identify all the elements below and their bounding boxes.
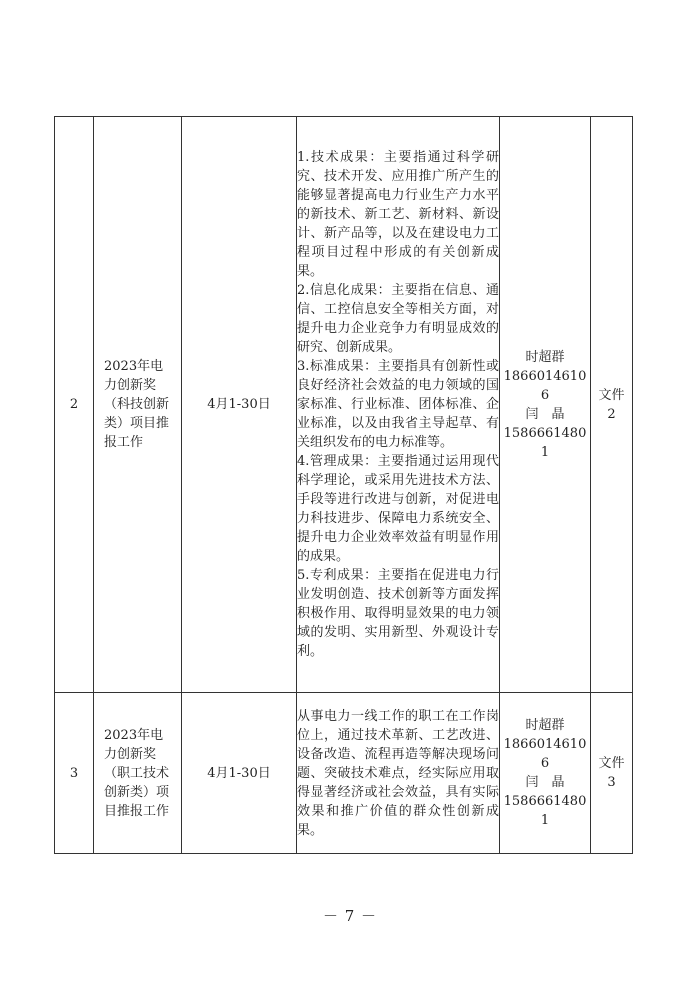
description-paragraph: 5.专利成果：主要指在促进电力行业发明创造、技术创新等方面发挥积极作用、取得明显效果的电力领域的发明、实用新型、外观设计专利。 [297,568,499,659]
contact-name: 闫 晶 [525,775,565,790]
file-cell [591,117,633,693]
contact-name: 时超群 [525,349,565,365]
work-plan-table [54,116,633,854]
file-number: 2 [607,406,616,422]
file-label: 文件 [598,387,625,403]
description-cell [297,117,500,693]
file-label: 文件 [598,756,625,771]
contact-phone: 18660146106 [503,368,587,403]
description-paragraph: 2.信息化成果：主要指在信息、通信、工控信息安全等相关方面，对提升电力企业竞争力有明显成效的研究、创新成果。 [297,283,499,355]
file-number: 3 [607,775,616,790]
contact-name: 闫 晶 [525,406,565,422]
project-name-cell [94,693,182,854]
row-number: 2 [55,117,94,693]
row-number: 3 [55,693,94,854]
contact-phone: 15866614801 [503,425,587,460]
contact-cell [500,117,591,693]
time-cell: 4月1-30日 [182,693,297,854]
table-row [55,117,633,693]
file-cell [591,693,633,854]
page-number: － 7 － [322,907,378,925]
description-paragraph: 1.技术成果：主要指通过科学研究、技术开发、应用推广所产生的能够显著提高电力行业生产力水平的新技术、新工艺、新材料、新设计、新产品等，以及在建设电力工程项目过程中形成的有关创新成果。 [297,150,499,279]
project-name: 2023年电力创新奖（科技创新类）项目推报工作 [104,359,170,450]
contact-phone: 15866614801 [503,794,587,828]
description-paragraph: 从事电力一线工作的职工在工作岗位上，通过技术革新、工艺改进、设备改造、流程再造等解决现场问题、突破技术难点，经实际应用取得显著经济或社会效益，具有实际效果和推广价值的群众性创新成果。 [297,708,499,838]
description-paragraph: 4.管理成果：主要指通过运用现代科学理论，或采用先进技术方法、手段等进行改进与创新，对促进电力科技进步、保障电力系统安全、提升电力企业效率效益有明显作用的成果。 [297,454,499,564]
description-cell [297,693,500,854]
contact-phone: 18660146106 [503,737,587,771]
table-row [55,693,633,854]
contact-cell [500,693,591,854]
project-name-cell [94,117,182,693]
contact-name: 时超群 [525,718,565,733]
time-cell: 4月1-30日 [182,117,297,693]
description-paragraph: 3.标准成果：主要指具有创新性或良好经济社会效益的电力领域的国家标准、行业标准、团体标准、企业标准，以及由我省主导起草、有关组织发布的电力标准等。 [297,359,499,450]
project-name: 2023年电力创新奖（职工技术创新类）项目推报工作 [104,727,170,819]
